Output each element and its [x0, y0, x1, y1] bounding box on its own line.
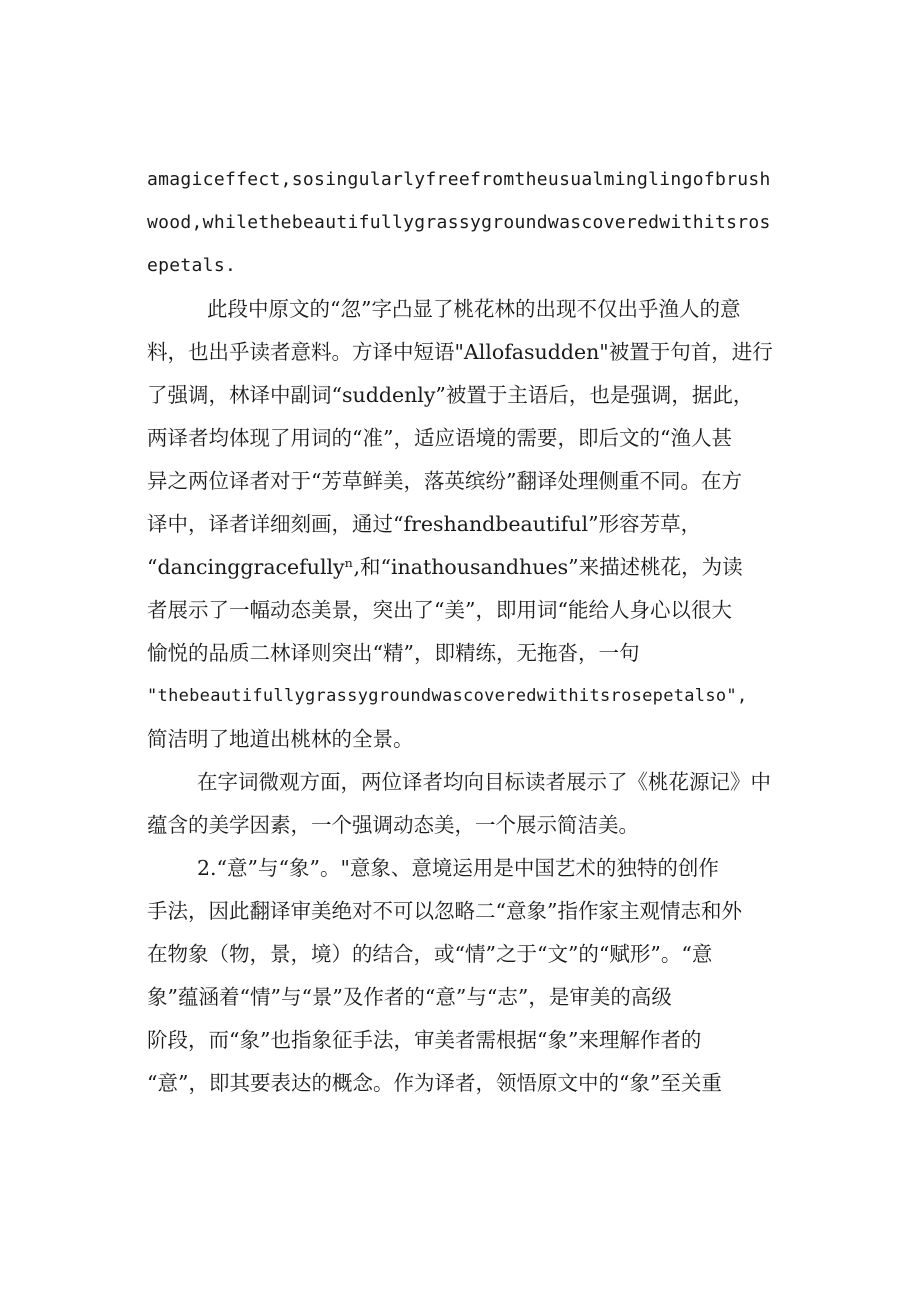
text-line-2: wood,whilethebeautifullygrassygroundwascoveredwithitsros — [147, 212, 771, 233]
text-line-21: 阶段，而“象”也指象征手法，审美者需根据“象”来理解作者的 — [147, 1028, 702, 1052]
text-line-3: epetals. — [147, 255, 237, 276]
text-line-14: 简洁明了地道出桃林的全景。 — [147, 727, 414, 751]
text-line-4: 此段中原文的“忽”字凸显了桃花林的出现不仅出乎渔人的意 — [207, 297, 741, 321]
text-line-8: 异之两位译者对于“芳草鲜美，落英缤纷”翻译处理侧重不同。在方 — [147, 469, 742, 493]
text-line-12: 愉悦的品质二林译则突出“精”，即精练，无拖沓，一句 — [147, 641, 640, 665]
text-line-5: 料，也出乎读者意料。方译中短语"Allofasudden"被置于句首，进行 — [147, 340, 773, 364]
text-line-11: 者展示了一幅动态美景，突出了“美”，即用词“能给人身心以很大 — [147, 598, 732, 622]
text-line-13: "thebeautifullygrassygroundwascoveredwithitsrosepetalso", — [147, 686, 748, 706]
text-line-10: “dancinggracefullyⁿ,和“inathousandhues”来描述桃花，为读 — [147, 555, 743, 579]
text-line-19: 在物象（物，景，境）的结合，或“情”之于“文”的“赋形”。“意 — [147, 942, 713, 966]
text-line-9: 译中，译者详细刻画，通过“freshandbeautiful”形容芳草， — [147, 512, 702, 536]
text-line-16: 蕴含的美学因素，一个强调动态美，一个展示简洁美。 — [147, 813, 639, 837]
text-line-22: “意”，即其要表达的概念。作为译者，领悟原文中的“象”至关重 — [147, 1071, 722, 1095]
text-line-15: 在字词微观方面，两位译者均向目标读者展示了《桃花源记》中 — [197, 770, 771, 794]
text-line-17: 2.“意”与“象”。"意象、意境运用是中国艺术的独特的创作 — [197, 856, 719, 880]
text-line-18: 手法，因此翻译审美绝对不可以忽略二“意象”指作家主观情志和外 — [147, 899, 742, 923]
text-line-6: 了强调，林译中副词“suddenly”被置于主语后，也是强调，据此， — [147, 383, 754, 407]
text-line-7: 两译者均体现了用词的“准”，适应语境的需要，即后文的“渔人甚 — [147, 426, 732, 450]
text-line-1: amagiceffect,sosingularlyfreefromtheusualminglingofbrush — [147, 169, 771, 190]
text-line-20: 象”蕴涵着“情”与“景”及作者的“意”与“志”，是审美的高级 — [147, 985, 672, 1009]
